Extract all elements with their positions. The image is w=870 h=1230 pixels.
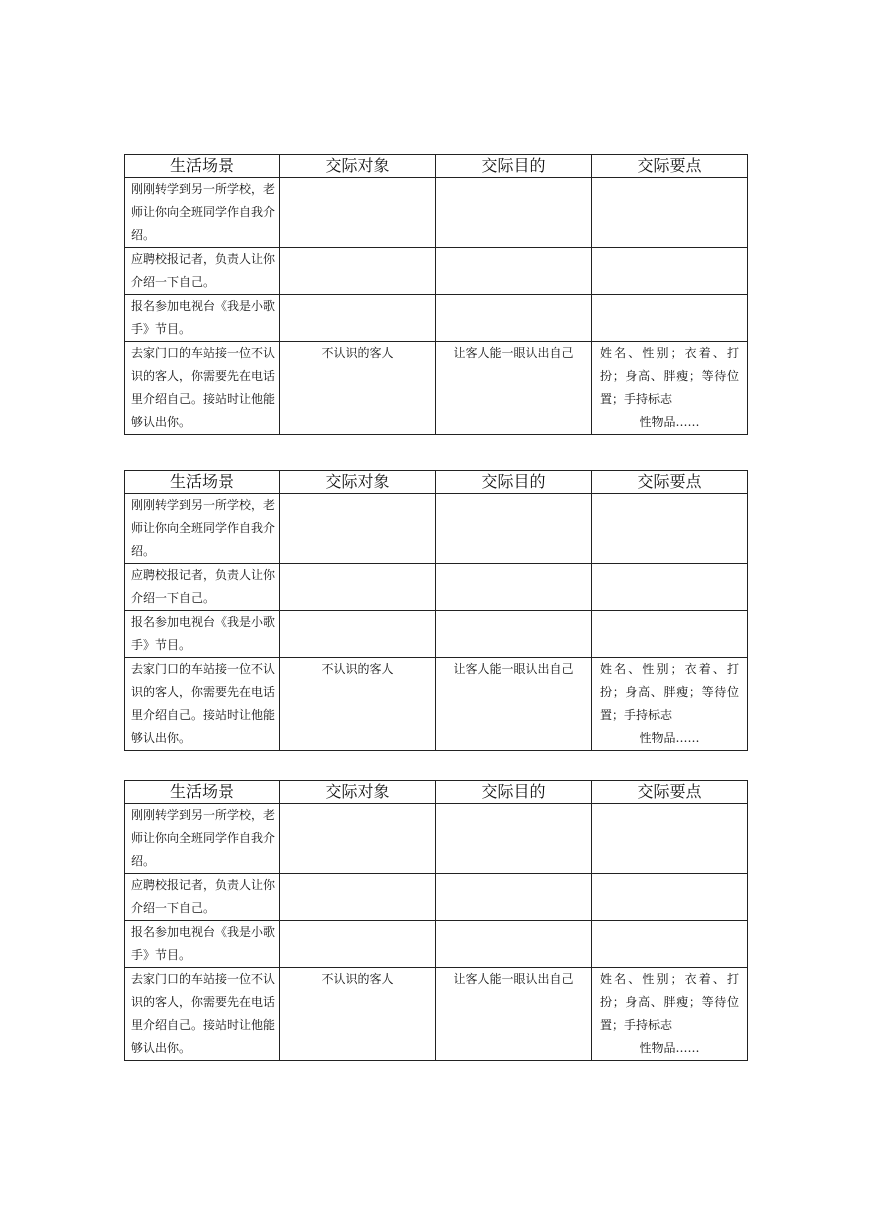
table-row (125, 968, 748, 1061)
scene-cell: 报名参加电视台《我是小歌手》节目。 (125, 611, 280, 658)
points-cell (592, 804, 748, 874)
points-cell (592, 248, 748, 295)
points-cell (592, 564, 748, 611)
points-cell (592, 295, 748, 342)
points-tail: 性物品…… (639, 731, 700, 745)
scene-cell: 去家门口的车站接一位不认识的客人，你需要先在电话里介绍自己。接站时让他能够认出你。 (125, 658, 280, 751)
target-cell: 不认识的客人 (280, 658, 436, 751)
header-scene: 生活场景 (125, 781, 280, 804)
points-cell (592, 874, 748, 921)
table-row (125, 658, 748, 751)
header-points: 交际要点 (592, 155, 748, 178)
target-cell: 不认识的客人 (280, 342, 436, 435)
purpose-cell (436, 248, 592, 295)
table-row (125, 921, 748, 968)
purpose-cell (436, 564, 592, 611)
header-row (125, 471, 748, 494)
points-text: 姓名、性别；衣着、打扮；身高、胖瘦；等待位置；手持标志 (600, 972, 739, 1032)
worksheet-table-2 (124, 470, 747, 751)
purpose-cell: 让客人能一眼认出自己 (436, 658, 592, 751)
header-target: 交际对象 (280, 155, 436, 178)
points-cell (592, 178, 748, 248)
points-cell (592, 494, 748, 564)
scene-cell: 去家门口的车站接一位不认识的客人，你需要先在电话里介绍自己。接站时让他能够认出你。 (125, 342, 280, 435)
header-row (125, 155, 748, 178)
purpose-cell: 让客人能一眼认出自己 (436, 968, 592, 1061)
table-row (125, 295, 748, 342)
target-cell (280, 921, 436, 968)
points-text: 姓名、性别；衣着、打扮；身高、胖瘦；等待位置；手持标志 (600, 346, 739, 406)
purpose-cell (436, 611, 592, 658)
table-row (125, 874, 748, 921)
scene-cell: 应聘校报记者，负责人让你介绍一下自己。 (125, 248, 280, 295)
target-cell (280, 611, 436, 658)
header-points: 交际要点 (592, 781, 748, 804)
target-cell (280, 295, 436, 342)
scene-cell: 刚刚转学到另一所学校，老师让你向全班同学作自我介绍。 (125, 178, 280, 248)
purpose-cell (436, 804, 592, 874)
scene-cell: 去家门口的车站接一位不认识的客人，你需要先在电话里介绍自己。接站时让他能够认出你。 (125, 968, 280, 1061)
scene-cell: 应聘校报记者，负责人让你介绍一下自己。 (125, 874, 280, 921)
header-points: 交际要点 (592, 471, 748, 494)
purpose-cell: 让客人能一眼认出自己 (436, 342, 592, 435)
scene-cell: 报名参加电视台《我是小歌手》节目。 (125, 295, 280, 342)
purpose-cell (436, 178, 592, 248)
header-purpose: 交际目的 (436, 471, 592, 494)
header-purpose: 交际目的 (436, 781, 592, 804)
table-row (125, 178, 748, 248)
purpose-cell (436, 295, 592, 342)
header-target: 交际对象 (280, 781, 436, 804)
points-tail: 性物品…… (639, 415, 700, 429)
table-row (125, 248, 748, 295)
purpose-cell (436, 874, 592, 921)
points-text: 姓名、性别；衣着、打扮；身高、胖瘦；等待位置；手持标志 (600, 662, 739, 722)
target-cell: 不认识的客人 (280, 968, 436, 1061)
worksheet-table-3 (124, 780, 747, 1061)
target-cell (280, 248, 436, 295)
target-cell (280, 804, 436, 874)
table-row (125, 611, 748, 658)
header-row (125, 781, 748, 804)
scene-cell: 应聘校报记者，负责人让你介绍一下自己。 (125, 564, 280, 611)
points-cell (592, 611, 748, 658)
target-cell (280, 178, 436, 248)
header-scene: 生活场景 (125, 471, 280, 494)
table-row (125, 804, 748, 874)
header-purpose: 交际目的 (436, 155, 592, 178)
target-cell (280, 874, 436, 921)
scene-cell: 报名参加电视台《我是小歌手》节目。 (125, 921, 280, 968)
purpose-cell (436, 921, 592, 968)
header-target: 交际对象 (280, 471, 436, 494)
scene-cell: 刚刚转学到另一所学校，老师让你向全班同学作自我介绍。 (125, 494, 280, 564)
points-cell (592, 921, 748, 968)
purpose-cell (436, 494, 592, 564)
points-cell (592, 342, 748, 435)
header-scene: 生活场景 (125, 155, 280, 178)
table-row (125, 342, 748, 435)
scene-cell: 刚刚转学到另一所学校，老师让你向全班同学作自我介绍。 (125, 804, 280, 874)
worksheet-table-1 (124, 154, 747, 435)
points-tail: 性物品…… (639, 1041, 700, 1055)
points-cell (592, 968, 748, 1061)
points-cell (592, 658, 748, 751)
table-row (125, 564, 748, 611)
target-cell (280, 494, 436, 564)
table-row (125, 494, 748, 564)
target-cell (280, 564, 436, 611)
